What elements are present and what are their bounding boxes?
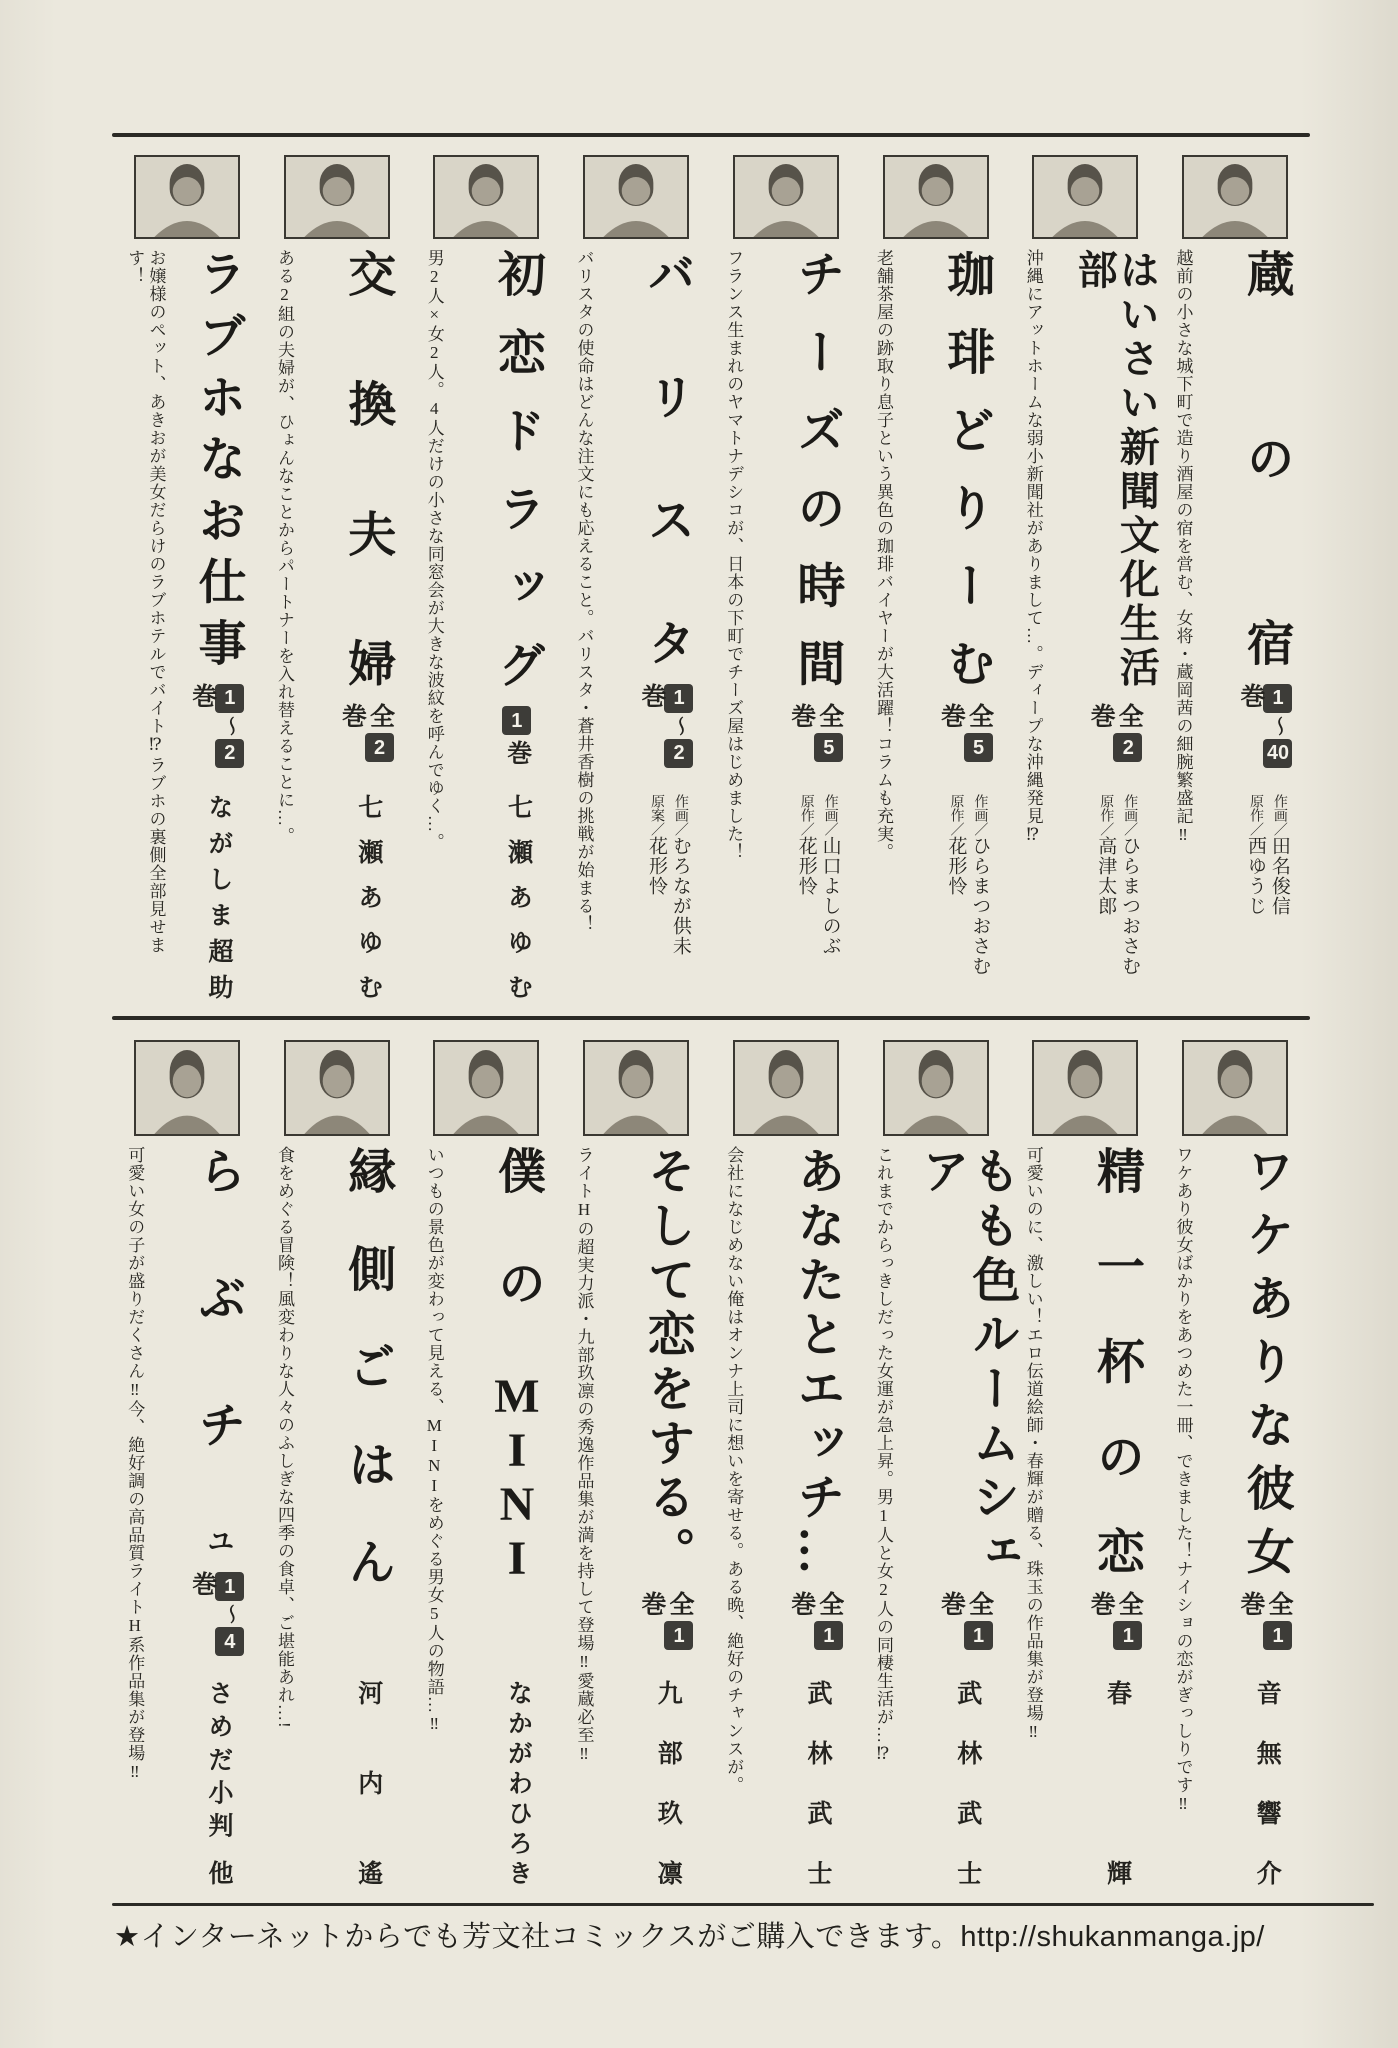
credit-line: 武林武士: [953, 1680, 981, 1886]
entry-title: ラブホなお仕事: [190, 249, 244, 667]
manga-entry: [412, 152, 562, 1012]
face-placeholder-icon: [136, 157, 238, 237]
manga-entry: [262, 1036, 412, 1898]
face-placeholder-icon: [585, 157, 687, 237]
volume-badge: 2: [664, 739, 693, 768]
volume-badge: 1: [1263, 1621, 1292, 1650]
entry-body: [1011, 1136, 1161, 1898]
manga-entry: [861, 152, 1011, 1012]
volume-info: 全1巻: [639, 1589, 693, 1680]
face-placeholder-icon: [435, 1042, 537, 1134]
manga-entry: [1160, 152, 1310, 1012]
volume-badge: 5: [814, 733, 843, 762]
volume-badge: 1: [502, 706, 531, 735]
entry-description: 男2人×女2人。4人だけの小さな同窓会が大きな波紋を呼んでゆく…。: [424, 249, 444, 851]
face-placeholder-icon: [286, 157, 388, 237]
credit-line: 作画／ひらまつおさむ: [1119, 794, 1141, 976]
volume-badge: 40: [1263, 739, 1292, 768]
entry-description: お嬢様のペット、あきおが美女だらけのラブホテルでバイト⁉ラブホの裏側全部見せます！: [125, 249, 166, 954]
volume-info: 1〜2巻: [639, 681, 693, 794]
middle-divider-rule: [112, 1016, 1310, 1020]
portrait-image: [134, 155, 240, 239]
credit-line: 武林武士: [804, 1680, 831, 1886]
portrait-image: [1182, 1040, 1288, 1136]
face-placeholder-icon: [585, 1042, 687, 1134]
title-column: [1072, 249, 1160, 1002]
face-placeholder-icon: [735, 157, 837, 237]
author-credits: [1241, 794, 1289, 1002]
credit-line: なかがわひろき: [504, 1680, 532, 1886]
credit-line: さめだ小判 他: [205, 1680, 232, 1886]
volume-info: 全1巻: [939, 1589, 993, 1680]
footer-divider-rule: [112, 1903, 1374, 1906]
manga-entry: [412, 1036, 562, 1898]
title-column: [180, 1146, 254, 1888]
manga-entry: [861, 1036, 1018, 1898]
volume-badge: 1: [1263, 684, 1292, 713]
entry-description: 会社になじめない俺はオンナ上司に想いを寄せる。ある晩、絶好のチャンスが。: [724, 1146, 744, 1794]
entry-body: [1160, 1136, 1310, 1898]
portrait-image: [1032, 155, 1138, 239]
title-column: [629, 1146, 703, 1888]
entry-title: 精一杯の恋: [1089, 1146, 1143, 1576]
title-column: [629, 249, 703, 1002]
author-credits: [351, 1680, 382, 1888]
credit-line: 七瀬あゆむ: [504, 794, 532, 1000]
volume-info: 全1巻: [789, 1589, 843, 1680]
volume-info: 1〜4巻: [190, 1569, 244, 1680]
volume-info: 1〜40巻: [1238, 681, 1292, 794]
author-credits: [501, 794, 532, 1002]
volume-badge: 1: [814, 1621, 843, 1650]
entry-title: 初恋ドラッグ: [490, 249, 544, 689]
entry-title: らぶチユ: [190, 1146, 244, 1556]
face-placeholder-icon: [735, 1042, 837, 1134]
credit-line: 原作／西ゆうじ: [1245, 794, 1266, 916]
title-column: [1078, 1146, 1152, 1888]
credit-line: 春輝: [1103, 1680, 1131, 1886]
entry-description: いつもの景色が変わって見える、MINIをめぐる男女5人の物語…‼: [424, 1146, 444, 1734]
author-credits: [202, 1680, 233, 1888]
credit-line: 原案／花形怜: [646, 794, 667, 896]
title-column: [479, 1146, 553, 1888]
volume-info: 全5巻: [939, 701, 993, 794]
face-placeholder-icon: [885, 157, 987, 237]
portrait-image: [583, 155, 689, 239]
top-divider-rule: [112, 133, 1310, 137]
title-column: [479, 249, 553, 1002]
volume-badge: 2: [365, 733, 394, 762]
credit-line: 作画／田名俊信: [1268, 794, 1290, 916]
portrait-image: [284, 1040, 390, 1136]
portrait-image: [284, 155, 390, 239]
entry-body: [1011, 239, 1161, 1012]
volume-badge: 1: [964, 1621, 993, 1650]
credit-line: ながしま超助: [205, 794, 232, 1000]
volume-badge: 2: [215, 739, 244, 768]
entry-body: [112, 239, 262, 1012]
entry-title: 交換夫婦: [340, 249, 394, 688]
manga-entry: [711, 152, 861, 1012]
author-credits: [651, 1680, 682, 1888]
entry-title: はいさい新聞文化生活部: [1072, 249, 1160, 688]
credit-line: 音無響介: [1253, 1680, 1281, 1886]
author-credits: [1091, 794, 1139, 1002]
volume-badge: 1: [664, 684, 693, 713]
manga-entry: [561, 152, 711, 1012]
face-placeholder-icon: [136, 1042, 238, 1134]
entry-body: [112, 1136, 262, 1898]
entry-description: ライトHの超実力派・九部玖凛の秀逸作品集が満を持して登場‼愛蔵必至‼: [574, 1146, 594, 1764]
manga-entry: [1011, 1036, 1161, 1898]
volume-info: 1〜2巻: [190, 681, 244, 794]
credit-line: 作画／山口よしのぶ: [819, 794, 841, 956]
author-credits: [642, 794, 690, 1002]
entry-body: [861, 239, 1011, 1012]
entry-title: そして恋をする。: [640, 1146, 694, 1576]
portrait-image: [134, 1040, 240, 1136]
entry-body: [412, 1136, 562, 1898]
volume-badge: 4: [215, 1627, 244, 1656]
volume-badge: 1: [215, 1572, 244, 1601]
face-placeholder-icon: [885, 1042, 987, 1134]
author-credits: [1250, 1680, 1281, 1888]
author-credits: [202, 794, 233, 1002]
entry-description: 老舗茶屋の跡取り息子という異色の珈琲バイヤーが大活躍！コラムも充実。: [874, 249, 893, 861]
portrait-image: [733, 1040, 839, 1136]
entry-description: 越前の小さな城下町で造り酒屋の宿を営む、女将・蔵岡茜の細腕繁盛記‼: [1173, 249, 1193, 845]
title-column: [180, 249, 254, 1002]
title-column: [914, 1146, 1018, 1888]
credit-line: 作画／むろなが供未: [669, 794, 691, 956]
entry-title: チーズの時間: [789, 249, 843, 688]
entry-description: 沖縄にアットホームな弱小新聞社がありまして…。ディープな沖縄発見⁉: [1023, 249, 1043, 846]
entry-body: [1160, 239, 1310, 1012]
entry-description: これまでからっきしだった女運が急上昇。男1人と女2人の同棲生活が…⁉: [874, 1146, 893, 1765]
portrait-image: [433, 155, 539, 239]
portrait-image: [883, 155, 989, 239]
credit-line: 原作／高津太郎: [1095, 794, 1117, 916]
face-placeholder-icon: [1184, 157, 1286, 237]
manga-entry: [262, 152, 412, 1012]
author-credits: [942, 794, 990, 1002]
volume-badge: 1: [664, 1621, 693, 1650]
entry-body: [711, 239, 861, 1012]
catalog-row-1: [112, 152, 1310, 1012]
manga-entry: [112, 1036, 262, 1898]
entry-title: バリスタ: [640, 249, 694, 667]
volume-badge: 5: [964, 733, 993, 762]
catalog-row-2: [112, 1036, 1310, 1898]
face-placeholder-icon: [286, 1042, 388, 1134]
manga-entry: [1160, 1036, 1310, 1898]
manga-entry: [112, 152, 262, 1012]
entry-body: [711, 1136, 861, 1898]
entry-title: 珈琲どりーむ: [939, 249, 993, 688]
author-credits: [801, 1680, 832, 1888]
manga-entry: [1011, 152, 1161, 1012]
portrait-image: [733, 155, 839, 239]
volume-badge: 2: [1113, 733, 1142, 762]
entry-description: 可愛いのに、激しい！エロ伝道絵師・春輝が贈る、珠玉の作品集が登場‼: [1023, 1146, 1043, 1742]
portrait-image: [433, 1040, 539, 1136]
entry-body: [861, 1136, 1018, 1898]
title-column: [1228, 249, 1302, 1002]
entry-title: 蔵の宿: [1239, 249, 1293, 667]
volume-info: 全2巻: [340, 701, 394, 794]
entry-description: ワケあり彼女ばかりをあつめた一冊、できました！ナイショの恋がぎっしりです‼: [1173, 1146, 1193, 1814]
author-credits: [1100, 1680, 1131, 1888]
volume-info: 全1巻: [1238, 1589, 1292, 1680]
title-column: [330, 249, 404, 1002]
volume-badge: 1: [1113, 1621, 1142, 1650]
portrait-image: [1032, 1040, 1138, 1136]
footer-purchase-note: ★インターネットからでも芳文社コミックスがご購入できます。http://shukanmanga.jp/: [114, 1921, 1265, 1953]
entry-description: ある2組の夫婦が、ひょんなことからパートナーを入れ替えることに…。: [275, 249, 294, 845]
title-column: [779, 249, 853, 1002]
face-placeholder-icon: [435, 157, 537, 237]
volume-info: 全1巻: [1088, 1589, 1142, 1680]
entry-title: もも色ルームシェア: [914, 1146, 1018, 1576]
author-credits: [792, 794, 840, 1002]
entry-title: 僕のMINI: [490, 1146, 544, 1586]
entry-description: フランス生まれのヤマトナデシコが、日本の下町でチーズ屋はじめました！: [724, 249, 744, 861]
manga-entry: [561, 1036, 711, 1898]
face-placeholder-icon: [1034, 157, 1136, 237]
volume-info: 全2巻: [1088, 701, 1142, 794]
portrait-image: [883, 1040, 989, 1136]
entry-description: バリスタの使命はどんな注文にも応えること。バリスタ・蒼井香樹の挑戦が始まる！: [574, 249, 594, 933]
credit-line: 作画／ひらまつおさむ: [969, 794, 991, 976]
credit-line: 河内遙: [354, 1680, 382, 1886]
entry-title: あなたとエッチ…: [789, 1146, 843, 1576]
volume-badge: 1: [215, 684, 244, 713]
volume-info: 全5巻: [789, 701, 843, 794]
entry-description: 食をめぐる冒険！風変わりな人々のふしぎな四季の食卓、ご堪能あれ…!: [275, 1146, 294, 1729]
entry-title: ワケありな彼女: [1239, 1146, 1293, 1576]
credit-line: 七瀬あゆむ: [354, 794, 382, 1000]
title-column: [1228, 1146, 1302, 1888]
portrait-image: [583, 1040, 689, 1136]
entry-title: 縁側ごはん: [340, 1146, 394, 1586]
entry-body: [561, 1136, 711, 1898]
author-credits: [950, 1680, 981, 1888]
title-column: [779, 1146, 853, 1888]
credit-line: 九部玖凛: [654, 1680, 682, 1886]
title-column: [330, 1146, 404, 1888]
portrait-image: [1182, 155, 1288, 239]
credit-line: 原作／花形怜: [945, 794, 967, 896]
credit-line: 原作／花形怜: [795, 794, 817, 896]
face-placeholder-icon: [1184, 1042, 1286, 1134]
title-column: [929, 249, 1003, 1002]
entry-body: [561, 239, 711, 1012]
author-credits: [351, 794, 382, 1002]
author-credits: [501, 1680, 532, 1888]
entry-body: [412, 239, 562, 1012]
entry-description: 可愛い女の子が盛りだくさん‼今、絶好調の高品質ライトH系作品集が登場‼: [125, 1146, 145, 1782]
volume-info: 1巻: [502, 703, 531, 767]
manga-entry: [711, 1036, 861, 1898]
entry-body: [262, 239, 412, 1012]
entry-body: [262, 1136, 412, 1898]
face-placeholder-icon: [1034, 1042, 1136, 1134]
